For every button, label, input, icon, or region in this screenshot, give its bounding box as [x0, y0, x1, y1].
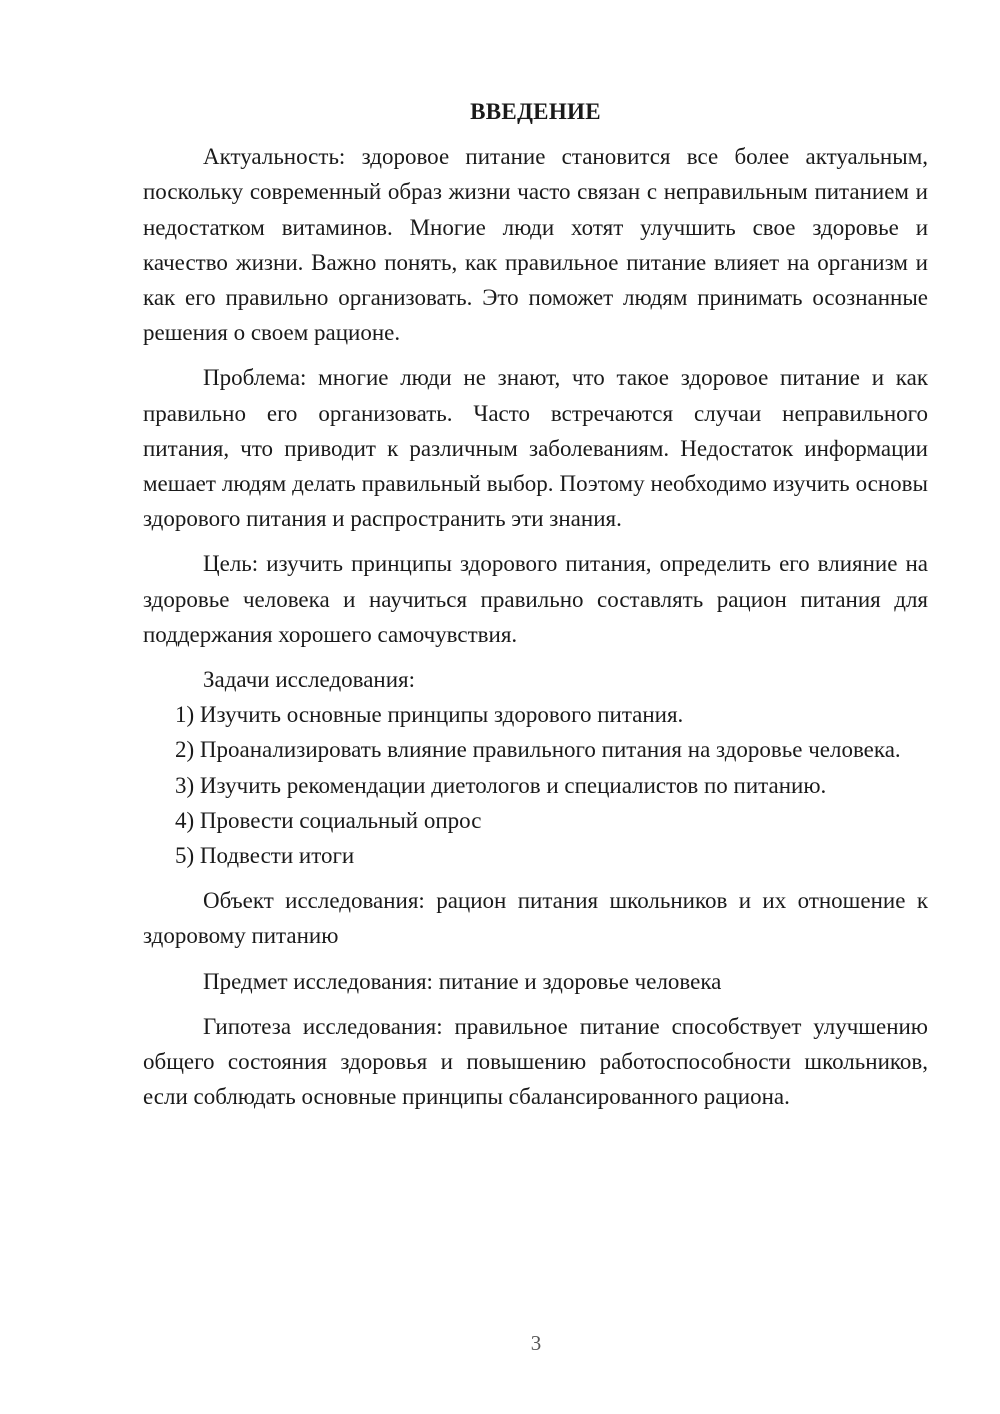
paragraph-hypothesis: Гипотеза исследования: правильное питание способствует улучшению общего состояния здоровья и повышению работоспособности школьников, если соблюдать основные принципы сбалансированного рациона. [143, 1013, 928, 1110]
section-title: ВВЕДЕНИЕ [470, 99, 601, 124]
task-item-5: 5) Подвести итоги [175, 843, 355, 869]
paragraph-subject: Предмет исследования: питание и здоровье человека [203, 968, 722, 994]
page-number: 3 [530, 1331, 542, 1355]
tasks-heading: Задачи исследования: [203, 667, 416, 693]
paragraph-goal: Цель: изучить принципы здорового питания, определить его влияние на здоровье человека и научиться правильно составлять рацион питания для поддержания хорошего самочувствия. [143, 551, 928, 647]
page-content [143, 94, 928, 1114]
task-item-3: 3) Изучить рекомендации диетологов и специалистов по питанию. [175, 772, 827, 798]
task-item-1: 1) Изучить основные принципы здорового питания. [175, 702, 684, 728]
task-item-2: 2) Проанализировать влияние правильного питания на здоровье человека. [175, 737, 901, 763]
paragraph-object: Объект исследования: рацион питания школьников и их отношение к здоровому питанию [143, 888, 928, 949]
task-item-4: 4) Провести социальный опрос [175, 807, 482, 833]
paragraph-relevance: Актуальность: здоровое питание становится все более актуальным, поскольку современный образ жизни часто связан с неправильным питанием и недостатком витаминов. Многие люди хотят улучшить свое здоровье и качество жизни. Важно понять, как правильное питание влияет на организм и как его правильно организовать. Это поможет людям принимать осознанные решения о своем рационе. [143, 144, 928, 346]
paragraph-problem: Проблема: многие люди не знают, что такое здоровое питание и как правильно его организовать. Часто встречаются случаи неправильного питания, что приводит к различным заболеваниям. Недостаток информации мешает людям делать правильный выбор. Поэтому необходимо изучить основы здорового питания и распространить эти знания. [143, 365, 928, 532]
